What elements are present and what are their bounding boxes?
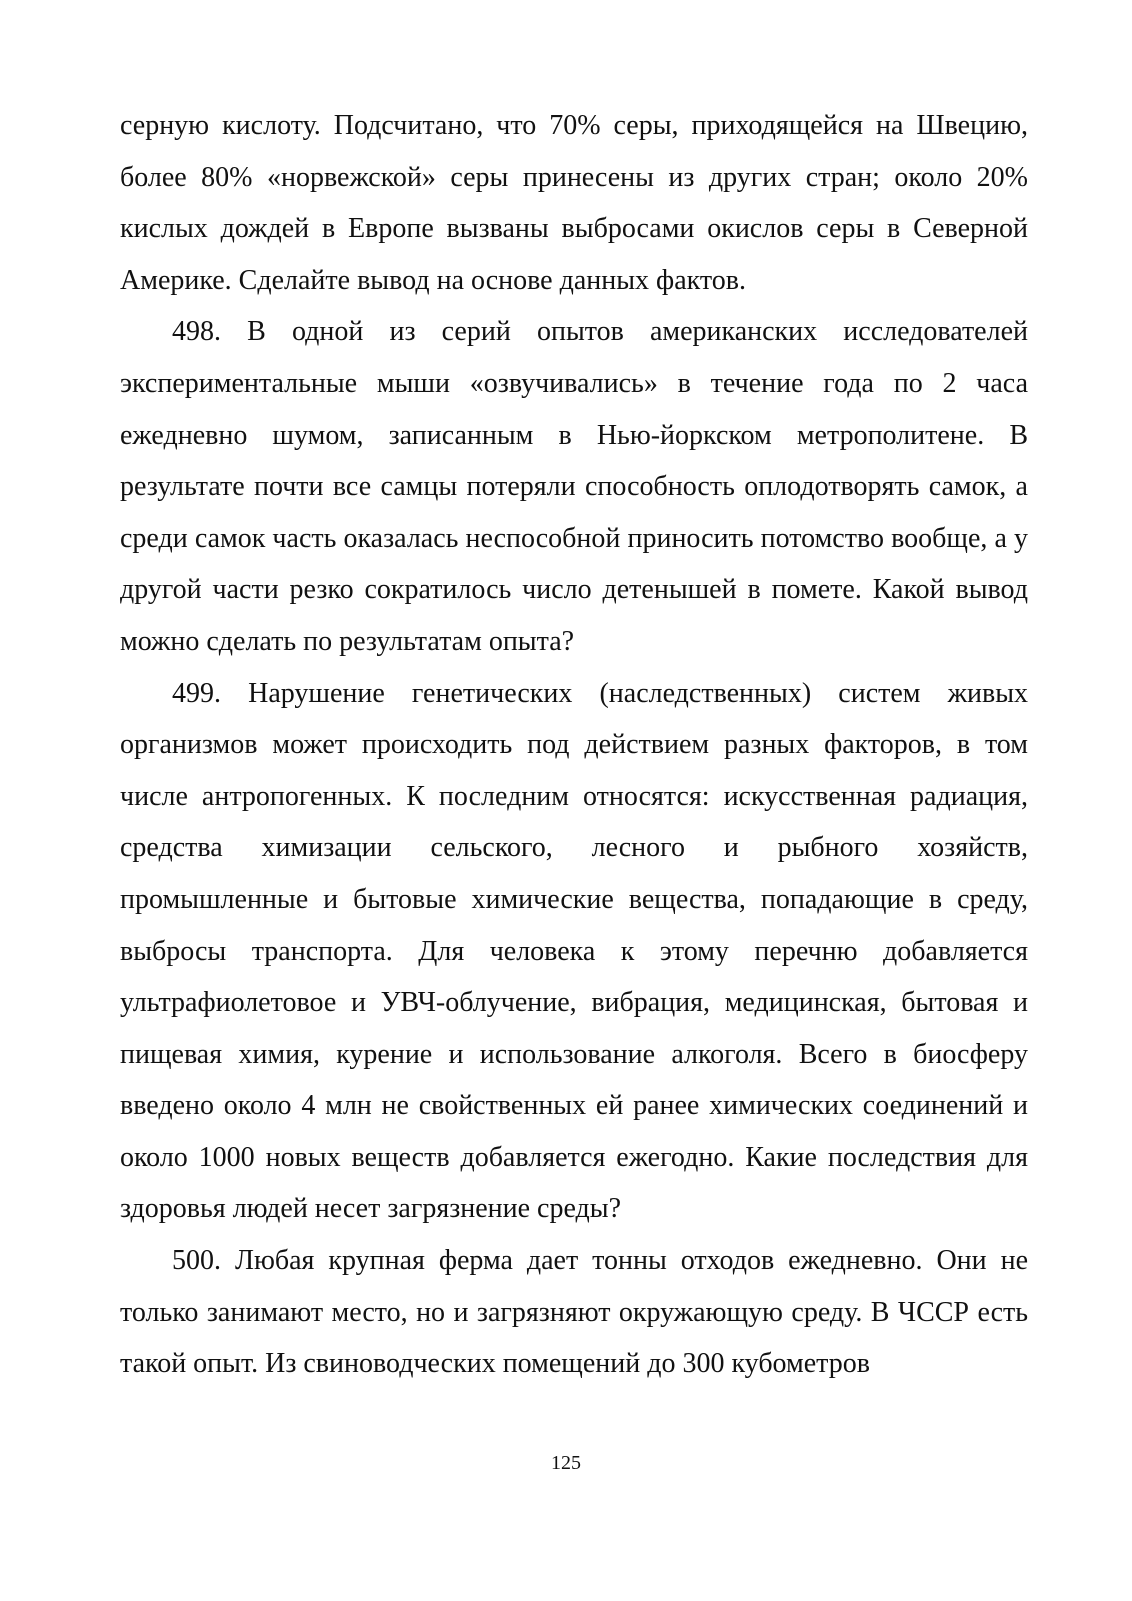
page-body bbox=[120, 100, 1028, 1390]
task-number: 500. bbox=[172, 1245, 221, 1277]
paragraph-task-500 bbox=[120, 1235, 1028, 1390]
page-number: 125 bbox=[551, 1452, 581, 1474]
task-number: 499. bbox=[172, 677, 221, 709]
paragraph-continuation bbox=[120, 100, 1028, 306]
paragraph-text: Нарушение генетических (наследственных) систем живых организмов может происходить под действием разных факторов, в том числе антропогенных. К последним относятся: искусственная радиация, средства химизации сельского, лесного и рыбного хозяйств, промышленные и бытовые химические вещества, попадающие в среду, выбросы транспорта. Для человека к этому перечню добавляется ультрафиолетовое и УВЧ-облучение, вибрация, медицинская, бытовая и пищевая химия, курение и использование алкоголя. Всего в биосферу введено около 4 млн не свойственных ей ранее химических соединений и около 1000 новых веществ добавляется ежегодно. Какие последствия для здоровья людей несет загрязнение среды? bbox=[120, 677, 1029, 1225]
task-number: 498. bbox=[172, 316, 221, 348]
paragraph-text: Любая крупная ферма дает тонны отходов ежедневно. Они не только занимают место, но и загрязняют окружающую среду. В ЧССР есть такой опыт. Из свиноводческих помещений до 300 кубометров bbox=[120, 1245, 1028, 1380]
paragraph-task-499 bbox=[120, 668, 1028, 1236]
paragraph-task-498 bbox=[120, 306, 1028, 667]
paragraph-text: серную кислоту. Подсчитано, что 70% серы, приходящейся на Швецию, более 80% «норвежской» серы принесены из других стран; около 20% кислых дождей в Европе вызваны выбросами окислов серы в Северной Америке. Сделайте вывод на основе данных фактов. bbox=[120, 110, 1028, 296]
paragraph-text: В одной из серий опытов американских исследователей экспериментальные мыши «озвучивались» в течение года по 2 часа ежедневно шумом, записанным в Нью-йоркском метрополитене. В результате почти все самцы потеряли способность оплодотворять самок, а среди самок часть оказалась неспособной приносить потомство вообще, а у другой части резко сократилось число детенышей в помете. Какой вывод можно сделать по результатам опыта? bbox=[120, 316, 1028, 657]
